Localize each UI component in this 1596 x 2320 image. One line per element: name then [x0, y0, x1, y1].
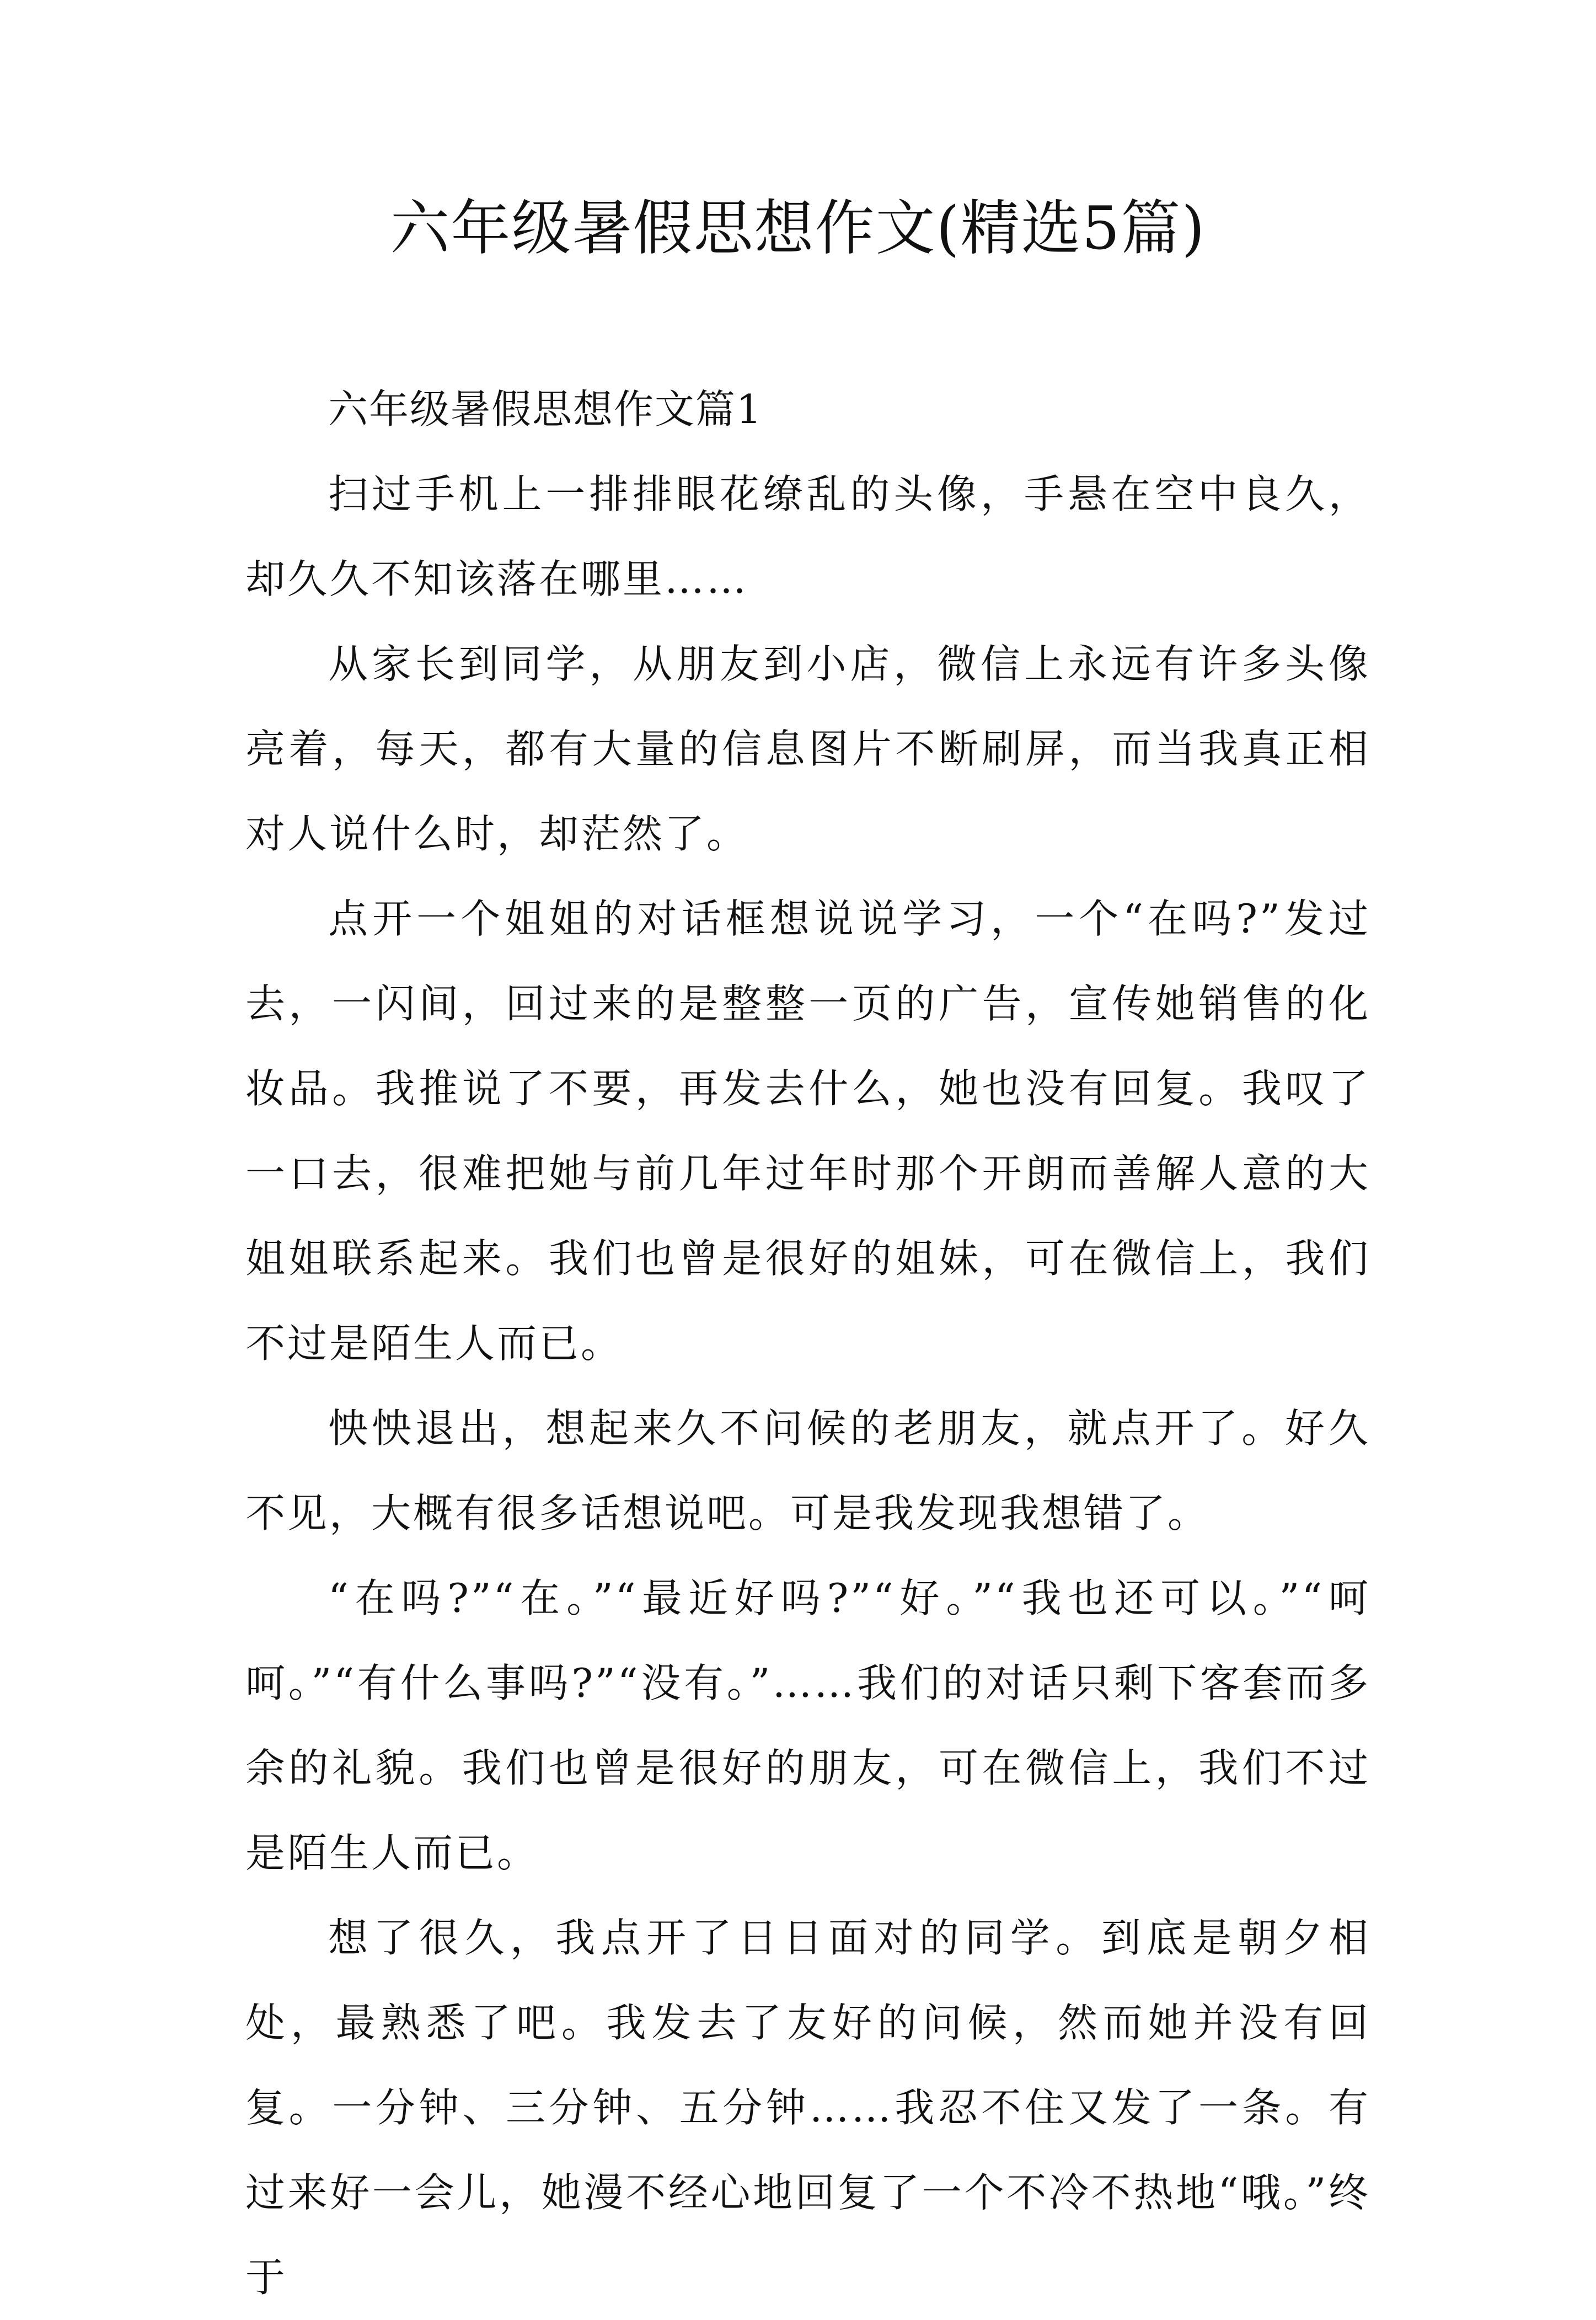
section-heading: 六年级暑假思想作文篇1 — [328, 386, 763, 432]
paragraph: 怏怏退出，想起来久不问候的老朋友，就点开了。好久不见，大概有很多话想说吧。可是我发现我想错了。 — [245, 1405, 1370, 1536]
paragraph: 从家长到同学，从朋友到小店，微信上永远有许多头像亮着，每天，都有大量的信息图片不断刷屏，而当我真正相对人说什么时，却茫然了。 — [245, 641, 1370, 857]
paragraph: 扫过手机上一排排眼花缭乱的头像，手悬在空中良久，却久久不知该落在哪里…… — [245, 471, 1370, 602]
document-body — [245, 367, 1370, 2320]
paragraph: “在吗?”“在。”“最近好吗?”“好。”“我也还可以。”“呵呵。”“有什么事吗?”“没有。”……我们的对话只剩下客套而多余的礼貌。我们也曾是很好的朋友，可在微信上，我们不过是陌生人而已。 — [245, 1575, 1370, 1876]
paragraph: 想了很久，我点开了日日面对的同学。到底是朝夕相处，最熟悉了吧。我发去了友好的问候，然而她并没有回复。一分钟、三分钟、五分钟……我忍不住又发了一条。有过来好一会儿，她漫不经心地回复了一个不冷不热地“哦。”终于 — [245, 1915, 1370, 2301]
document-title: 六年级暑假思想作文(精选5篇) — [390, 194, 1206, 263]
paragraph: 点开一个姐姐的对话框想说说学习，一个“在吗?”发过去，一闪间，回过来的是整整一页的广告，宣传她销售的化妆品。我推说了不要，再发去什么，她也没有回复。我叹了一口去，很难把她与前几年过年时那个开朗而善解人意的大姐姐联系起来。我们也曾是很好的姐妹，可在微信上，我们不过是陌生人而已。 — [245, 896, 1370, 1367]
